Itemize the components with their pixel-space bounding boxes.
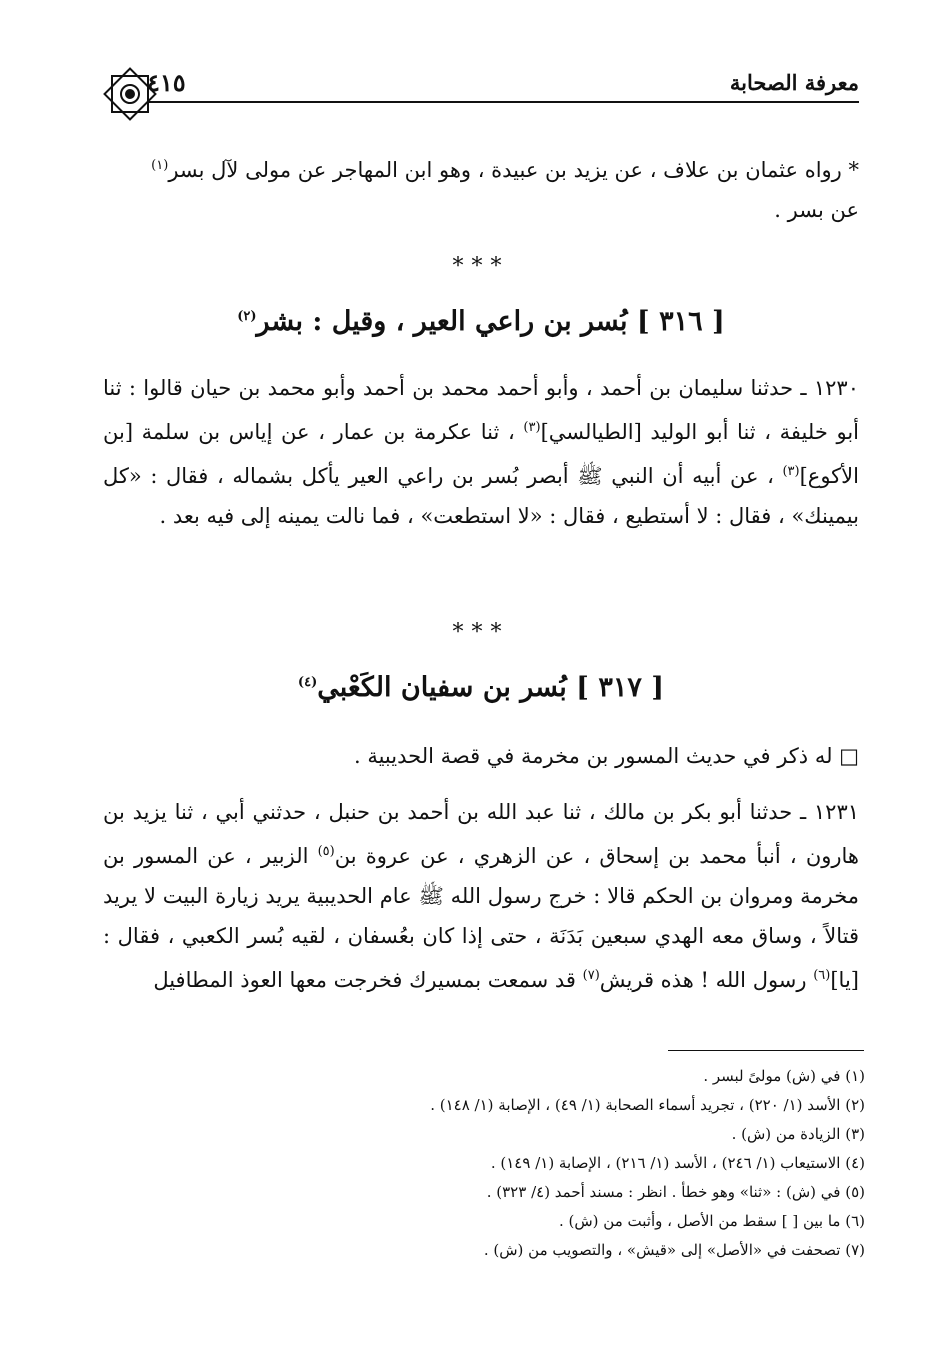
hadith-text: ١٢٣١ ـ حدثنا أبو بكر بن مالك ، ثنا عبد الله بن أحمد بن حنبل ، حدثني أبي ، ثنا يزيد بن هارون ، أنبأ محمد بن إسحاق ، عن الزهري ، عن عروة بن: [103, 800, 860, 868]
hadith-text: الزبير ، عن المسور بن مخرمة ومروان بن الحكم قالا : خرج رسول الله ﷺ عام الحديبية يريد زيارة البيت لا يريد قتالاً ، وساق معه الهدي سبعين بَدَنَة ، حتى إذا كان بعُسفان ، لقيه بُسر الكعبي ، فقال : [يا]: [103, 844, 859, 992]
ornament-icon: [98, 62, 162, 126]
book-title: معرفة الصحابة: [729, 70, 859, 95]
narration-text: * رواه عثمان بن علاف ، عن يزيد بن عبيدة ، وهو ابن المهاجر عن مولى لآل بسر: [168, 158, 859, 182]
footnote-ref: (١): [151, 158, 169, 173]
hadith-text: قد سمعت بمسيرك فخرجت معها العوذ المطافيل: [153, 968, 583, 992]
entry-title-317: [103, 672, 859, 703]
footnote-ref: (٤): [297, 675, 318, 690]
entry-title-316: [103, 306, 859, 337]
separator-stars: ***: [452, 620, 510, 645]
hadith-1231: [103, 792, 859, 1000]
hadith-text: ، عن أبيه أن النبي ﷺ أبصر بُسر بن راعي العير يأكل بشماله ، فقال : «كل بيمينك» ، فقال : لا أستطيع ، فقال : «لا استطعت» ، فما نالت يمينه إلى فيه بعد .: [103, 464, 859, 528]
narration-text-end: عن بسر .: [774, 198, 859, 222]
footnote-ref: (٧): [582, 968, 600, 983]
paragraph-narration: [103, 146, 859, 230]
entry-note: □ له ذكر في حديث المسور بن مخرمة في قصة الحديبية .: [353, 744, 859, 768]
footnote-6: (٦) ما بين [ ] سقط من الأصل ، وأثبت من (ش) .: [558, 1212, 865, 1230]
separator-stars: ***: [452, 254, 510, 279]
footnote-ref: (٥): [317, 844, 335, 859]
entry-title-text: [ ٣١٦ ] بُسر بن راعي العير ، وقيل : بشر: [256, 306, 725, 337]
page-header: [95, 62, 859, 102]
hadith-text: رسول الله ! هذه قريش: [599, 968, 814, 992]
footnote-4: (٤) الاستيعاب (١/ ٢٤٦) ، الأسد (١/ ٢١٦) ، الإصابة (١/ ١٤٩) .: [490, 1154, 865, 1172]
footnote-ref: (٣): [782, 464, 800, 479]
hadith-text: ، ثنا عكرمة بن عمار ، عن إياس بن سلمة [بن الأكوع]: [103, 420, 859, 488]
footnote-5: (٥) في (ش) : «ثنا» وهو خطأ . انظر : مسند أحمد (٤/ ٣٢٣) .: [486, 1183, 865, 1201]
footnote-ref: (٢): [237, 309, 257, 324]
footnote-rule: [668, 1050, 864, 1051]
footnote-ref: (٣): [523, 420, 541, 435]
footnote-3: (٣) الزيادة من (ش) .: [731, 1125, 865, 1143]
footnote-2: (٢) الأسد (١/ ٢٢٠) ، تجريد أسماء الصحابة (١/ ٤٩) ، الإصابة (١/ ١٤٨) .: [430, 1096, 865, 1114]
page-number: ٤١٥: [147, 68, 186, 97]
footnote-ref: (٦): [813, 968, 831, 983]
header-rule: [148, 101, 859, 103]
hadith-1230: [103, 368, 859, 536]
entry-title-text: [ ٣١٧ ] بُسر بن سفيان الكَعْبي: [317, 672, 665, 703]
footnote-1: (١) في (ش) مولىً لبسر .: [703, 1067, 865, 1085]
hadith-text: ١٢٣٠ ـ حدثنا سليمان بن أحمد ، وأبو أحمد محمد بن أحمد وأبو محمد بن حيان قالوا : ثنا أبو خليفة ، ثنا أبو الوليد [الطيالسي]: [103, 376, 859, 444]
footnote-7: (٧) تصحفت في «الأصل» إلى «قيش» ، والتصويب من (ش) .: [483, 1241, 865, 1259]
footnotes: [103, 1062, 865, 1265]
